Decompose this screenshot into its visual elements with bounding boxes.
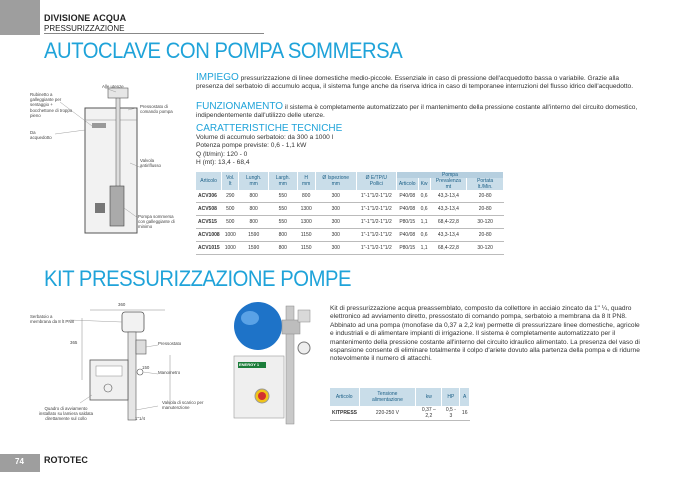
label-pressostato: Pressostato di comando pompa	[140, 104, 173, 115]
header-divider	[44, 33, 264, 34]
kit-label-serbatoio: Serbatoio a membrana da 8 lt PN8	[30, 314, 74, 325]
page-title: AUTOCLAVE CON POMPA SOMMERSA	[44, 38, 403, 63]
kit-dim-top: 360	[118, 302, 126, 307]
label-alle-utenze: Alle utenze	[102, 84, 124, 89]
kit-section-title: KIT PRESSURIZZAZIONE POMPE	[44, 266, 352, 291]
table-row: ACV508 500 800 550 1300 300 1"-1"1/2-1"1/2 P40/08 0,6 43,3-13,4 20-80	[196, 203, 504, 216]
kit-description: Kit di pressurizzazione acqua preassemblato, composto da collettore in acciaio zincato da 1" ¼, quadro elettronico ad avviamento diretto, pressostato di comando pompa, serbatoio a membrana da 8 lt PN8. Abbinato ad una pompa (monofase da 0,37 a 2,2 kw) permette di pressurizzare linee domestiche, agricole e industriali e di alimentare impianti di irrigazione. Il sistema è completamente automatizzato per il mantenimento della pressione costante all'interno del circuito idraulico alimentato. La presenza del vaso di espansione consente di eliminare totalmente il colpo d'ariete dovuto alla partenza della pompa e di ridurne notevolmente il numero di attacchi.	[330, 305, 640, 363]
th-pompa-group: Pompa	[396, 172, 503, 178]
label-da-acquedotto: Da acquedotto	[30, 130, 52, 141]
table-row: KITPRESS 220-250 V 0,37 – 2,2 0,5 - 3 16	[330, 406, 470, 421]
kit-table	[330, 388, 470, 421]
th-kit-articolo: Articolo	[330, 388, 359, 406]
kit-dim-right: 150	[142, 365, 150, 370]
table-row: ACV306 290 800 550 800 300 1"-1"1/2-1"1/2 P40/08 0,6 43,3-13,4 20-80	[196, 190, 504, 203]
autoclave-impiego	[196, 74, 641, 92]
th-portata: Portata lt./Min.	[467, 178, 504, 190]
th-kw: Kw	[418, 178, 430, 190]
label-rubinetto: Rubinetto a galleggiante per sentaggio + bocchettone di troppo pieno	[30, 92, 73, 118]
funzionamento-label: FUNZIONAMENTO	[196, 101, 284, 112]
funzionamento-text: il sistema è completamente automatizzato per il mantenimento della pressione costante all'interno del circuito domestico, indipendentemente dall'utilizzo delle utenze.	[196, 104, 638, 120]
th-kit-tensione: Tensione alimentazione	[359, 388, 416, 406]
th-kit-hp: HP	[442, 388, 460, 406]
kit-label-quadro: Quadro di avviamento installato su lamiera saldata direttamente sul collo	[38, 406, 94, 422]
th-kit-a: A	[460, 388, 470, 406]
impiego-text: pressurizzazione di linee domestiche medio-piccole. Essenziale in caso di pressione dell'acquedotto bassa o variabile. Grazie alla presenza del serbatoio di accumulo acqua, il sistema funge anche da riserva idrica in caso di temporanee interruzioni del flusso idrico dell'acquedotto.	[196, 75, 634, 91]
kit-dim-bottom: 1"1/4	[135, 416, 146, 421]
impiego-label: IMPIEGO	[196, 72, 239, 83]
th-lungh: Lungh. mm	[239, 172, 269, 190]
header-accent-bar	[0, 0, 40, 35]
autoclave-table	[196, 172, 504, 255]
brand-name: ROTOTEC	[44, 455, 88, 465]
table-row: ACV1008 1000 1590 800 1150 300 1"-1"1/2-1"1/2 P40/08 0,6 43,3-13,4 20-80	[196, 229, 504, 242]
th-pompa-articolo: Articolo	[396, 178, 418, 190]
table-row: ACV1015 1000 1590 800 1150 300 1"-1"1/2-1"1/2 P80/15 1,1 68,4-22,8 30-120	[196, 242, 504, 255]
label-pompa: Pompa sommersa con galleggiante di minimo	[138, 214, 175, 230]
label-valvola: Valvola antiriflusso	[140, 158, 161, 169]
th-vol: Vol. lt	[222, 172, 239, 190]
th-largh: Largh. mm	[269, 172, 298, 190]
caratteristiche-label: CARATTERISTICHE TECNICHE	[196, 123, 343, 134]
spec-list	[196, 134, 436, 168]
kit-label-pressostato: Pressostato	[158, 341, 182, 346]
division-label: DIVISIONE ACQUA	[44, 13, 127, 23]
spec-portata: Q (lt/min): 120 - 0	[196, 150, 248, 158]
th-articolo: Articolo	[196, 172, 222, 190]
spec-potenza: Potenza pompe previste: 0,6 - 1,1 kW	[196, 142, 307, 150]
kit-label-manometro: Manometro	[158, 370, 181, 375]
th-pollici: Ø E/TP/U Pollici	[356, 172, 396, 190]
autoclave-funzionamento	[196, 103, 641, 121]
th-prevalenza: Prevalenza mt	[430, 178, 467, 190]
photo-label-energy: ENERGY 1	[239, 362, 260, 367]
th-kit-kw: kw	[416, 388, 442, 406]
subdivision-label: PRESSURIZZAZIONE	[44, 24, 125, 33]
kit-dim-left: 365	[70, 340, 78, 345]
page-number: 74	[15, 457, 24, 466]
kit-label-valvola: Valvola di scarico per manutenzione	[162, 400, 204, 411]
table-row: ACV515 500 800 550 1300 300 1"-1"1/2-1"1/2 P80/15 1,1 68,4-22,8 30-120	[196, 216, 504, 229]
th-ispezione: Ø Ispezione mm	[315, 172, 356, 190]
th-h: H mm	[297, 172, 315, 190]
spec-volume: Volume di accumulo serbatoio: da 300 a 1000 l	[196, 134, 334, 141]
spec-prevalenza: H (mt): 13,4 - 68,4	[196, 159, 250, 167]
